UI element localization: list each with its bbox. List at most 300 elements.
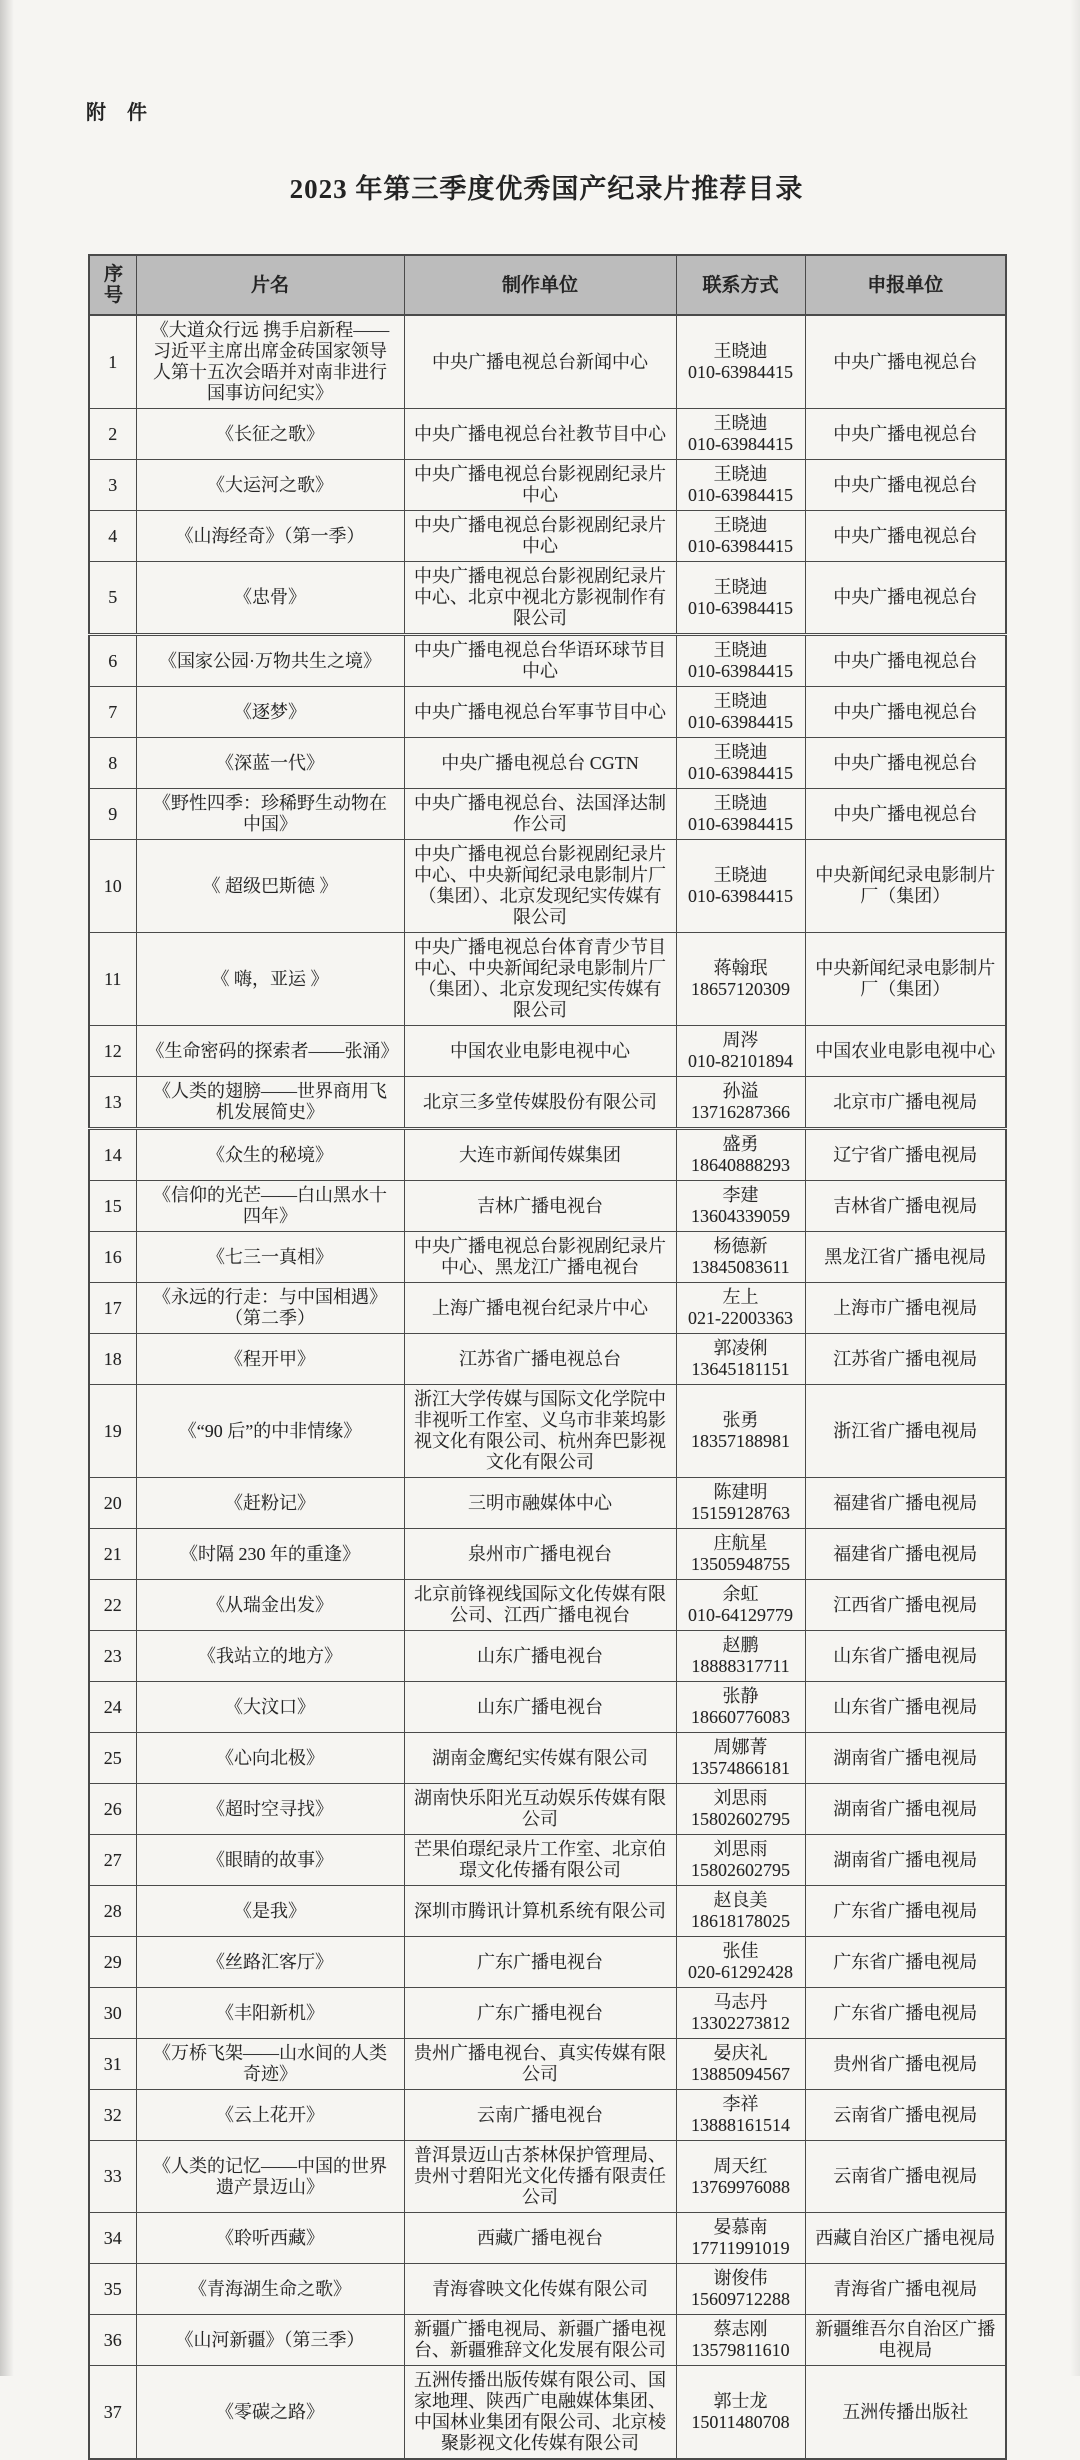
applicant: 中央新闻纪录电影制片厂（集团）: [805, 840, 1006, 933]
row-number: 21: [89, 1529, 136, 1580]
contact-name: 王晓迪: [713, 793, 768, 813]
page-title: 2023 年第三季度优秀国产纪录片推荐目录: [289, 174, 804, 204]
contact-phone: 13885094567: [691, 2064, 790, 2084]
row-number: 27: [89, 1835, 136, 1886]
contact-name: 马志丹: [713, 1992, 768, 2012]
contact-phone: 010-63984415: [688, 661, 793, 681]
film-title: 《时隔 230 年的重逢》: [136, 1529, 404, 1580]
producer: 中央广播电视总台体育青少节目中心、中央新闻纪录电影制片厂（集团）、北京发现纪实传媒有限公司: [404, 933, 676, 1026]
contact-phone: 13888161514: [691, 2115, 790, 2135]
contact-phone: 010-63984415: [688, 485, 793, 505]
table-row: [89, 2264, 1006, 2315]
applicant: 中央广播电视总台: [805, 738, 1006, 789]
contact-cell: [676, 2315, 805, 2366]
contact-cell: [676, 840, 805, 933]
contact-cell: [676, 1283, 805, 1334]
contact-phone: 18657120309: [691, 979, 790, 999]
header-cell-producer: 制作单位: [404, 255, 676, 315]
producer: 中国农业电影电视中心: [404, 1026, 676, 1077]
table-row: [89, 1886, 1006, 1937]
contact-phone: 15011480708: [691, 2412, 790, 2432]
film-title: 《聆听西藏》: [136, 2213, 404, 2264]
contact-cell: [676, 2141, 805, 2213]
contact-phone: 15802602795: [691, 1860, 790, 1880]
contact-name: 郭凌俐: [713, 1338, 768, 1358]
header-cell-contact: 联系方式: [676, 255, 805, 315]
producer: 浙江大学传媒与国际文化学院中非视听工作室、义乌市非莱坞影视文化有限公司、杭州奔巴影视文化有限公司: [404, 1385, 676, 1478]
contact-cell: [676, 2366, 805, 2460]
film-title: 《忠骨》: [136, 562, 404, 635]
contact-cell: [676, 511, 805, 562]
contact-name: 王晓迪: [713, 865, 768, 885]
contact-cell: [676, 460, 805, 511]
table-row: [89, 1988, 1006, 2039]
film-title: 《 超级巴斯德 》: [136, 840, 404, 933]
contact-name: 左上: [722, 1287, 759, 1307]
film-title: 《程开甲》: [136, 1334, 404, 1385]
applicant: 中央广播电视总台: [805, 789, 1006, 840]
row-number: 17: [89, 1283, 136, 1334]
applicant: 福建省广播电视局: [805, 1478, 1006, 1529]
table-row: [89, 1026, 1006, 1077]
row-number: 13: [89, 1077, 136, 1129]
header-cell-applicant: 申报单位: [805, 255, 1006, 315]
applicant: 山东省广播电视局: [805, 1631, 1006, 1682]
applicant: 中国农业电影电视中心: [805, 1026, 1006, 1077]
film-title: 《人类的记忆——中国的世界遗产景迈山》: [136, 2141, 404, 2213]
row-number: 16: [89, 1232, 136, 1283]
producer: 广东广播电视台: [404, 1937, 676, 1988]
producer: 贵州广播电视台、真实传媒有限公司: [404, 2039, 676, 2090]
row-number: 35: [89, 2264, 136, 2315]
applicant: 中央广播电视总台: [805, 511, 1006, 562]
table-row: [89, 933, 1006, 1026]
table-row: [89, 1631, 1006, 1682]
applicant: 中央广播电视总台: [805, 687, 1006, 738]
producer: 三明市融媒体中心: [404, 1478, 676, 1529]
producer: 中央广播电视总台、法国泽达制作公司: [404, 789, 676, 840]
contact-phone: 15159128763: [691, 1503, 790, 1523]
row-number: 7: [89, 687, 136, 738]
film-title: 《我站立的地方》: [136, 1631, 404, 1682]
applicant: 浙江省广播电视局: [805, 1385, 1006, 1478]
row-number: 25: [89, 1733, 136, 1784]
contact-cell: [676, 1733, 805, 1784]
producer: 中央广播电视总台影视剧纪录片中心、黑龙江广播电视台: [404, 1232, 676, 1283]
applicant: 五洲传播出版社: [805, 2366, 1006, 2460]
row-number: 31: [89, 2039, 136, 2090]
applicant: 中央广播电视总台: [805, 409, 1006, 460]
header-cell-no: 序号: [89, 255, 136, 315]
contact-phone: 15802602795: [691, 1809, 790, 1829]
film-title: 《从瑞金出发》: [136, 1580, 404, 1631]
contact-cell: [676, 635, 805, 687]
contact-name: 庄航星: [713, 1533, 768, 1553]
contact-cell: [676, 1334, 805, 1385]
producer: 北京前锋视线国际文化传媒有限公司、江西广播电视台: [404, 1580, 676, 1631]
row-number: 24: [89, 1682, 136, 1733]
row-number: 37: [89, 2366, 136, 2460]
film-title: 《零碳之路》: [136, 2366, 404, 2460]
contact-phone: 010-63984415: [688, 814, 793, 834]
contact-name: 谢俊伟: [713, 2268, 768, 2288]
applicant: 江苏省广播电视局: [805, 1334, 1006, 1385]
film-title: 《山河新疆》（第三季）: [136, 2315, 404, 2366]
contact-cell: [676, 2039, 805, 2090]
table-row: [89, 2090, 1006, 2141]
contact-cell: [676, 933, 805, 1026]
contact-cell: [676, 1988, 805, 2039]
applicant: 云南省广播电视局: [805, 2141, 1006, 2213]
applicant: 广东省广播电视局: [805, 1886, 1006, 1937]
contact-name: 蒋翰珉: [713, 958, 768, 978]
contact-phone: 021-22003363: [688, 1308, 793, 1328]
table-row: [89, 562, 1006, 635]
applicant: 中央广播电视总台: [805, 460, 1006, 511]
row-number: 36: [89, 2315, 136, 2366]
producer: 吉林广播电视台: [404, 1181, 676, 1232]
contact-cell: [676, 1886, 805, 1937]
contact-phone: 010-63984415: [688, 597, 793, 618]
film-title: 《国家公园·万物共生之境》: [136, 635, 404, 687]
table-body: [89, 315, 1006, 2459]
film-title: 《心向北极》: [136, 1733, 404, 1784]
row-number: 33: [89, 2141, 136, 2213]
film-title: 《超时空寻找》: [136, 1784, 404, 1835]
table-row: [89, 738, 1006, 789]
contact-name: 周天红: [713, 2155, 768, 2176]
row-number: 18: [89, 1334, 136, 1385]
contact-name: 王晓迪: [713, 464, 768, 484]
film-title: 《野性四季：珍稀野生动物在中国》: [136, 789, 404, 840]
film-title: 《信仰的光芒——白山黑水十四年》: [136, 1181, 404, 1232]
contact-phone: 13645181151: [691, 1359, 790, 1379]
row-number: 1: [89, 315, 136, 409]
producer: 新疆广播电视局、新疆广播电视台、新疆雅辞文化发展有限公司: [404, 2315, 676, 2366]
film-title: 《丰阳新机》: [136, 1988, 404, 2039]
contact-cell: [676, 409, 805, 460]
table-row: [89, 1529, 1006, 1580]
contact-phone: 010-63984415: [688, 536, 793, 556]
producer: 湖南快乐阳光互动娱乐传媒有限公司: [404, 1784, 676, 1835]
table-row: [89, 1478, 1006, 1529]
table-row: [89, 687, 1006, 738]
producer: 山东广播电视台: [404, 1631, 676, 1682]
contact-name: 陈建明: [713, 1482, 768, 1502]
contact-phone: 010-63984415: [688, 763, 793, 783]
row-number: 15: [89, 1181, 136, 1232]
table-row: [89, 840, 1006, 933]
producer: 北京三多堂传媒股份有限公司: [404, 1077, 676, 1129]
row-number: 5: [89, 562, 136, 635]
row-number: 30: [89, 1988, 136, 2039]
contact-phone: 18357188981: [691, 1431, 790, 1451]
contact-cell: [676, 1077, 805, 1129]
row-number: 12: [89, 1026, 136, 1077]
contact-cell: [676, 1026, 805, 1077]
contact-phone: 13302273812: [691, 2013, 790, 2033]
contact-phone: 13769976088: [691, 2176, 790, 2197]
applicant: 贵州省广播电视局: [805, 2039, 1006, 2090]
contact-name: 王晓迪: [713, 576, 768, 597]
producer: 山东广播电视台: [404, 1682, 676, 1733]
applicant: 辽宁省广播电视局: [805, 1129, 1006, 1181]
contact-cell: [676, 315, 805, 409]
applicant: 中央广播电视总台: [805, 635, 1006, 687]
contact-cell: [676, 1529, 805, 1580]
contact-name: 刘思雨: [713, 1839, 768, 1859]
row-number: 22: [89, 1580, 136, 1631]
producer: 中央广播电视总台军事节目中心: [404, 687, 676, 738]
contact-cell: [676, 738, 805, 789]
contact-phone: 020-61292428: [688, 1962, 793, 1982]
film-title: 《深蓝一代》: [136, 738, 404, 789]
producer: 中央广播电视总台 CGTN: [404, 738, 676, 789]
header-row: [89, 255, 1006, 315]
contact-cell: [676, 687, 805, 738]
table-row: [89, 1077, 1006, 1129]
applicant: 西藏自治区广播电视局: [805, 2213, 1006, 2264]
table-row: [89, 1733, 1006, 1784]
table-row: [89, 1232, 1006, 1283]
applicant: 上海市广播电视局: [805, 1283, 1006, 1334]
contact-cell: [676, 1937, 805, 1988]
table-row: [89, 315, 1006, 409]
film-title: 《云上花开》: [136, 2090, 404, 2141]
contact-phone: 010-63984415: [688, 712, 793, 732]
contact-phone: 13574866181: [691, 1758, 790, 1778]
applicant: 青海省广播电视局: [805, 2264, 1006, 2315]
contact-phone: 13716287366: [691, 1102, 790, 1122]
producer: 云南广播电视台: [404, 2090, 676, 2141]
contact-name: 王晓迪: [713, 691, 768, 711]
row-number: 8: [89, 738, 136, 789]
producer: 湖南金鹰纪实传媒有限公司: [404, 1733, 676, 1784]
contact-name: 李祥: [722, 2094, 759, 2114]
contact-name: 王晓迪: [713, 413, 768, 433]
table-row: [89, 2366, 1006, 2460]
contact-cell: [676, 1835, 805, 1886]
table-row: [89, 1129, 1006, 1181]
contact-name: 刘思雨: [713, 1788, 768, 1808]
film-title: 《大运河之歌》: [136, 460, 404, 511]
contact-phone: 010-64129779: [688, 1605, 793, 1625]
film-title: 《 嗨，亚运 》: [136, 933, 404, 1026]
row-number: 29: [89, 1937, 136, 1988]
row-number: 32: [89, 2090, 136, 2141]
producer: 中央广播电视总台影视剧纪录片中心、北京中视北方影视制作有限公司: [404, 562, 676, 635]
header-cell-title: 片名: [136, 255, 404, 315]
row-number: 3: [89, 460, 136, 511]
row-number: 6: [89, 635, 136, 687]
contact-name: 盛勇: [722, 1134, 759, 1154]
contact-name: 郭士龙: [713, 2391, 768, 2411]
applicant: 湖南省广播电视局: [805, 1733, 1006, 1784]
applicant: 黑龙江省广播电视局: [805, 1232, 1006, 1283]
contact-name: 杨德新: [713, 1236, 768, 1256]
applicant: 广东省广播电视局: [805, 1937, 1006, 1988]
contact-cell: [676, 789, 805, 840]
film-title: 《眼睛的故事》: [136, 1835, 404, 1886]
row-number: 10: [89, 840, 136, 933]
contact-phone: 13845083611: [691, 1257, 790, 1277]
contact-phone: 17711991019: [691, 2238, 790, 2258]
contact-cell: [676, 562, 805, 635]
contact-name: 赵鹏: [722, 1635, 759, 1655]
producer: 芒果伯璟纪录片工作室、北京伯璟文化传播有限公司: [404, 1835, 676, 1886]
contact-name: 张佳: [722, 1941, 759, 1961]
contact-phone: 18618178025: [691, 1911, 790, 1931]
applicant: 中央新闻纪录电影制片厂（集团）: [805, 933, 1006, 1026]
contact-phone: 13579811610: [691, 2340, 790, 2360]
contact-cell: [676, 1385, 805, 1478]
table-row: [89, 460, 1006, 511]
contact-phone: 13604339059: [691, 1206, 790, 1226]
producer: 深圳市腾讯计算机系统有限公司: [404, 1886, 676, 1937]
contact-name: 王晓迪: [713, 742, 768, 762]
contact-cell: [676, 1784, 805, 1835]
film-title: 《大道众行远 携手启新程——习近平主席出席金砖国家领导人第十五次会晤并对南非进行国事访问纪实》: [136, 315, 404, 409]
recommendation-table: [88, 254, 1007, 2460]
applicant: 新疆维吾尔自治区广播电视局: [805, 2315, 1006, 2366]
film-title: 《众生的秘境》: [136, 1129, 404, 1181]
contact-name: 王晓迪: [713, 341, 768, 361]
producer: 中央广播电视总台华语环球节目中心: [404, 635, 676, 687]
producer: 中央广播电视总台社教节目中心: [404, 409, 676, 460]
table-row: [89, 2315, 1006, 2366]
row-number: 11: [89, 933, 136, 1026]
table-row: [89, 2141, 1006, 2213]
table-row: [89, 1334, 1006, 1385]
row-number: 9: [89, 789, 136, 840]
table-row: [89, 1580, 1006, 1631]
contact-name: 孙溢: [722, 1081, 759, 1101]
applicant: 中央广播电视总台: [805, 562, 1006, 635]
contact-phone: 18660776083: [691, 1707, 790, 1727]
contact-cell: [676, 2090, 805, 2141]
contact-name: 张静: [722, 1686, 759, 1706]
film-title: 《逐梦》: [136, 687, 404, 738]
contact-cell: [676, 2264, 805, 2315]
film-title: 《是我》: [136, 1886, 404, 1937]
row-number: 14: [89, 1129, 136, 1181]
row-number: 4: [89, 511, 136, 562]
producer: 青海睿映文化传媒有限公司: [404, 2264, 676, 2315]
applicant: 湖南省广播电视局: [805, 1835, 1006, 1886]
producer: 中央广播电视总台新闻中心: [404, 315, 676, 409]
producer: 上海广播电视台纪录片中心: [404, 1283, 676, 1334]
contact-cell: [676, 1181, 805, 1232]
applicant: 福建省广播电视局: [805, 1529, 1006, 1580]
row-number: 26: [89, 1784, 136, 1835]
contact-cell: [676, 2213, 805, 2264]
table-row: [89, 409, 1006, 460]
contact-phone: 18888317711: [691, 1656, 790, 1676]
row-number: 23: [89, 1631, 136, 1682]
producer: 广东广播电视台: [404, 1988, 676, 2039]
producer: 中央广播电视总台影视剧纪录片中心、中央新闻纪录电影制片厂（集团）、北京发现纪实传媒有限公司: [404, 840, 676, 933]
table-row: [89, 1835, 1006, 1886]
film-title: 《赶粉记》: [136, 1478, 404, 1529]
table-row: [89, 1283, 1006, 1334]
producer: 普洱景迈山古茶林保护管理局、贵州寸碧阳光文化传播有限责任公司: [404, 2141, 676, 2213]
contact-name: 蔡志刚: [713, 2319, 768, 2339]
film-title: 《万桥飞架——山水间的人类奇迹》: [136, 2039, 404, 2090]
film-title: 《大汶口》: [136, 1682, 404, 1733]
film-title: 《丝路汇客厅》: [136, 1937, 404, 1988]
applicant: 北京市广播电视局: [805, 1077, 1006, 1129]
row-number: 28: [89, 1886, 136, 1937]
applicant: 广东省广播电视局: [805, 1988, 1006, 2039]
applicant: 吉林省广播电视局: [805, 1181, 1006, 1232]
table-row: [89, 2039, 1006, 2090]
contact-phone: 13505948755: [691, 1554, 790, 1574]
table-row: [89, 789, 1006, 840]
table-row: [89, 1181, 1006, 1232]
applicant: 云南省广播电视局: [805, 2090, 1006, 2141]
contact-name: 余虹: [722, 1584, 759, 1604]
row-number: 19: [89, 1385, 136, 1478]
producer: 中央广播电视总台影视剧纪录片中心: [404, 460, 676, 511]
film-title: 《“90 后”的中非情缘》: [136, 1385, 404, 1478]
table-row: [89, 1784, 1006, 1835]
film-title: 《山海经奇》（第一季）: [136, 511, 404, 562]
film-title: 《青海湖生命之歌》: [136, 2264, 404, 2315]
contact-phone: 010-63984415: [688, 434, 793, 454]
producer: 五洲传播出版传媒有限公司、国家地理、陕西广电融媒体集团、中国林业集团有限公司、北京棱聚影视文化传媒有限公司: [404, 2366, 676, 2460]
contact-cell: [676, 1580, 805, 1631]
contact-cell: [676, 1129, 805, 1181]
applicant: 山东省广播电视局: [805, 1682, 1006, 1733]
table-header: [89, 255, 1006, 315]
producer: 中央广播电视总台影视剧纪录片中心: [404, 511, 676, 562]
film-title: 《人类的翅膀——世界商用飞机发展简史》: [136, 1077, 404, 1129]
contact-name: 赵良美: [713, 1890, 768, 1910]
producer: 西藏广播电视台: [404, 2213, 676, 2264]
applicant: 湖南省广播电视局: [805, 1784, 1006, 1835]
contact-phone: 010-63984415: [688, 362, 793, 382]
producer: 泉州市广播电视台: [404, 1529, 676, 1580]
contact-name: 周娜菁: [713, 1737, 768, 1757]
table-row: [89, 1385, 1006, 1478]
film-title: 《永远的行走：与中国相遇》（第二季）: [136, 1283, 404, 1334]
contact-cell: [676, 1682, 805, 1733]
producer: 江苏省广播电视总台: [404, 1334, 676, 1385]
contact-phone: 18640888293: [691, 1155, 790, 1175]
attachment-label: 附 件: [86, 102, 155, 124]
table-row: [89, 1682, 1006, 1733]
producer: 大连市新闻传媒集团: [404, 1129, 676, 1181]
row-number: 20: [89, 1478, 136, 1529]
contact-name: 晏庆礼: [713, 2043, 768, 2063]
film-title: 《长征之歌》: [136, 409, 404, 460]
contact-phone: 010-63984415: [688, 886, 793, 906]
contact-phone: 010-82101894: [688, 1051, 793, 1071]
contact-name: 李建: [722, 1185, 759, 1205]
contact-name: 张勇: [722, 1410, 759, 1430]
row-number: 34: [89, 2213, 136, 2264]
contact-cell: [676, 1232, 805, 1283]
contact-name: 王晓迪: [713, 640, 768, 660]
applicant: 中央广播电视总台: [805, 315, 1006, 409]
table-row: [89, 2213, 1006, 2264]
contact-phone: 15609712288: [691, 2289, 790, 2309]
contact-name: 王晓迪: [713, 515, 768, 535]
contact-cell: [676, 1631, 805, 1682]
applicant: 江西省广播电视局: [805, 1580, 1006, 1631]
film-title: 《七三一真相》: [136, 1232, 404, 1283]
table-row: [89, 511, 1006, 562]
